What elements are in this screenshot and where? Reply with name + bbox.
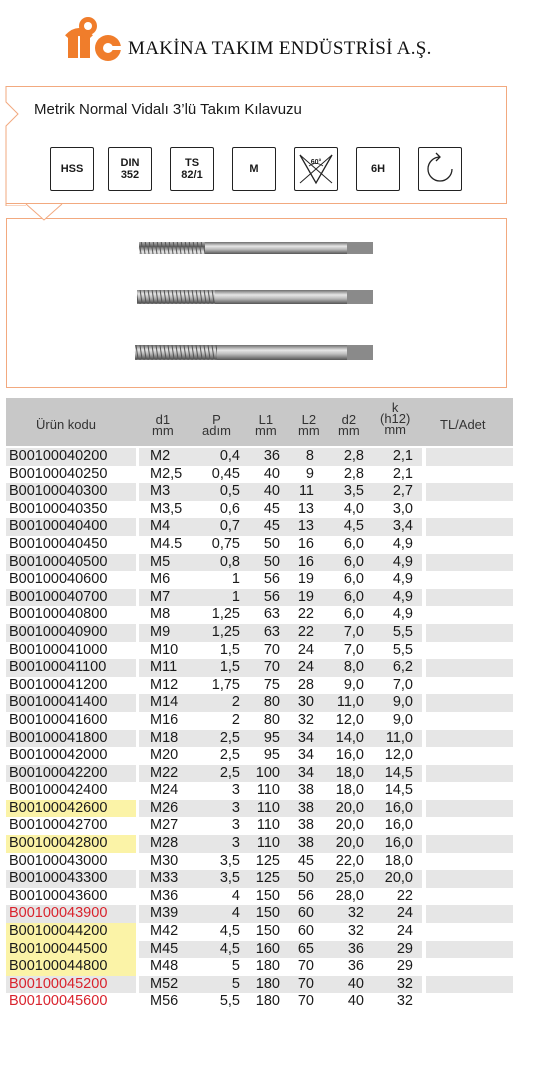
cell-d1: M45 (150, 940, 179, 957)
col-header-p: P adım (202, 412, 231, 438)
cell-l2: 56 (297, 887, 314, 904)
cell-d1: M11 (150, 659, 178, 676)
table-row (6, 518, 513, 536)
cell-d1: M20 (150, 747, 179, 764)
cell-d2: 32 (347, 905, 364, 922)
cell-l2: 34 (297, 729, 314, 746)
cell-pitch: 5 (231, 958, 240, 975)
cell-d2: 11,0 (336, 694, 364, 711)
cell-d2: 36 (347, 958, 364, 975)
spec-badge-text: TS (184, 157, 200, 169)
cell-d1: M12 (150, 676, 179, 693)
cell-l1: 80 (263, 711, 280, 728)
cell-d1: M3 (150, 483, 171, 500)
cell-pitch: 1 (231, 571, 240, 588)
cell-product-code: B00100041200 (9, 676, 108, 693)
table-row (6, 993, 513, 1011)
cell-d1: M52 (150, 975, 179, 992)
cell-pitch: 0,4 (219, 448, 240, 464)
cell-product-code: B00100043000 (9, 852, 108, 869)
tap-2-icon (135, 290, 373, 304)
cell-pitch: 1,5 (219, 641, 240, 658)
cell-l2: 19 (297, 588, 314, 605)
table-row (6, 747, 513, 765)
cell-d1: M36 (150, 887, 179, 904)
cell-d2: 20,0 (335, 835, 364, 852)
cell-l1: 70 (263, 659, 280, 676)
cell-d1: M27 (150, 817, 179, 834)
cell-product-code: B00100041400 (9, 694, 108, 711)
cell-l2: 50 (297, 870, 314, 887)
cell-k: 2,7 (392, 483, 413, 500)
cell-pitch: 3,5 (219, 870, 240, 887)
cell-k: 29 (396, 958, 413, 975)
cell-k: 9,0 (392, 711, 413, 728)
cell-l1: 56 (263, 571, 280, 588)
cell-d1: M9 (150, 623, 171, 640)
table-row (6, 730, 513, 748)
cell-l2: 16 (297, 553, 314, 570)
cell-l1: 63 (263, 623, 280, 640)
cell-pitch: 3 (231, 835, 240, 852)
cell-k: 6,2 (392, 659, 413, 676)
col-header-l2: L2 mm (298, 412, 320, 438)
table-row (6, 659, 513, 677)
cell-d1: M42 (150, 923, 179, 940)
cell-product-code: B00100040200 (9, 448, 108, 464)
cell-pitch: 3 (231, 817, 240, 834)
spec-badge (232, 147, 276, 191)
cell-d1: M5 (150, 553, 171, 570)
cell-pitch: 3,5 (219, 852, 240, 869)
cell-product-code: B00100040800 (9, 606, 108, 623)
table-header (6, 398, 513, 446)
cell-pitch: 0,75 (211, 535, 240, 552)
spec-badge-text: 82/1 (181, 169, 203, 181)
cell-d2: 12,0 (335, 711, 364, 728)
cell-l2: 60 (297, 905, 314, 922)
cell-l2: 13 (297, 500, 314, 517)
cell-pitch: 0,6 (219, 500, 240, 517)
cell-l2: 19 (297, 571, 314, 588)
cell-k: 14,5 (384, 764, 413, 781)
cell-d2: 3,5 (343, 483, 364, 500)
cell-l1: 180 (255, 975, 280, 992)
cell-d1: M3,5 (150, 500, 183, 517)
cell-d2: 16,0 (335, 747, 364, 764)
company-name: MAKİNA TAKIM ENDÜSTRİSİ A.Ş. (128, 38, 432, 59)
cell-pitch: 4,5 (219, 940, 240, 957)
cell-l1: 45 (263, 518, 280, 535)
cell-product-code: B00100044800 (9, 958, 108, 975)
cell-l2: 60 (297, 923, 314, 940)
cell-d1: M39 (150, 905, 179, 922)
cell-k: 7,0 (392, 676, 413, 693)
table-row (6, 536, 513, 554)
cell-k: 2,1 (392, 448, 413, 464)
cell-d2: 40 (347, 975, 364, 992)
page-header (0, 0, 536, 80)
table-row (6, 712, 513, 730)
product-photo-box (6, 218, 507, 388)
cell-l1: 95 (263, 729, 280, 746)
cell-l1: 150 (255, 905, 280, 922)
cell-d2: 36 (347, 940, 364, 957)
table-row (6, 817, 513, 835)
table-row (6, 589, 513, 607)
col-header-tl: TL/Adet (440, 417, 486, 432)
cell-k: 32 (396, 975, 413, 992)
cell-pitch: 0,45 (211, 465, 240, 482)
cell-product-code: B00100045600 (9, 993, 108, 1010)
table-row (6, 466, 513, 484)
cell-k: 20,0 (384, 870, 413, 887)
cell-d1: M30 (150, 852, 179, 869)
rotation-arrow-icon (418, 147, 462, 191)
cell-l1: 70 (263, 641, 280, 658)
cell-product-code: B00100040250 (9, 465, 108, 482)
col-header-d2: d2 mm (338, 412, 360, 438)
cell-k: 16,0 (384, 835, 413, 852)
cell-l2: 28 (297, 676, 314, 693)
table-row (6, 888, 513, 906)
cell-d2: 4,0 (343, 500, 364, 517)
cell-pitch: 5,5 (219, 993, 240, 1010)
tap-set-image (7, 219, 506, 387)
cell-pitch: 2,5 (219, 729, 240, 746)
table-row (6, 905, 513, 923)
cell-k: 4,9 (392, 535, 413, 552)
table-row (6, 800, 513, 818)
tap-3-icon (133, 345, 373, 360)
cell-pitch: 3 (231, 782, 240, 799)
cell-k: 32 (396, 993, 413, 1010)
cell-l1: 110 (256, 799, 280, 816)
cell-k: 11,0 (385, 729, 413, 746)
cell-product-code: B00100042000 (9, 747, 108, 764)
cell-d2: 32 (347, 923, 364, 940)
cell-l2: 45 (297, 852, 314, 869)
cell-l2: 38 (297, 835, 314, 852)
cell-pitch: 4 (231, 887, 240, 904)
spec-badge-text: DIN (120, 157, 140, 169)
table-row (6, 923, 513, 941)
cell-d1: M33 (150, 870, 179, 887)
cell-product-code: B00100040600 (9, 571, 108, 588)
cell-l2: 24 (297, 641, 314, 658)
cell-k: 18,0 (384, 852, 413, 869)
table-row (6, 765, 513, 783)
cell-product-code: B00100040450 (9, 535, 108, 552)
cell-l2: 30 (297, 694, 314, 711)
cell-pitch: 0,7 (219, 518, 240, 535)
table-row (6, 941, 513, 959)
table-row (6, 958, 513, 976)
cell-d2: 25,0 (335, 870, 364, 887)
table-row (6, 976, 513, 994)
cell-d2: 20,0 (335, 799, 364, 816)
cell-d1: M4 (150, 518, 171, 535)
cell-product-code: B00100042600 (9, 799, 108, 816)
cell-d2: 7,0 (343, 641, 364, 658)
col-header-d1: d1 mm (152, 412, 174, 438)
cell-d2: 6,0 (343, 588, 364, 605)
cell-d1: M24 (150, 782, 179, 799)
cell-d1: M14 (150, 694, 179, 711)
cell-d1: M7 (150, 588, 171, 605)
col-header-code: Ürün kodu (36, 417, 96, 432)
cell-pitch: 1,5 (219, 659, 240, 676)
cell-l2: 70 (297, 993, 314, 1010)
box-notch-decoration (24, 203, 64, 223)
cell-l2: 8 (305, 448, 314, 464)
cell-pitch: 0,8 (219, 553, 240, 570)
table-row (6, 694, 513, 712)
price-table-body (6, 448, 513, 1011)
cell-k: 5,5 (392, 641, 413, 658)
cell-l2: 70 (297, 975, 314, 992)
cell-pitch: 2,5 (219, 747, 240, 764)
cell-k: 16,0 (384, 817, 413, 834)
table-row (6, 782, 513, 800)
cell-d2: 18,0 (335, 782, 364, 799)
table-row (6, 853, 513, 871)
cell-d1: M56 (150, 993, 179, 1010)
cell-l2: 38 (297, 817, 314, 834)
cell-d2: 6,0 (343, 553, 364, 570)
cell-k: 3,4 (392, 518, 413, 535)
spec-badge-text: 352 (120, 169, 140, 181)
table-row (6, 571, 513, 589)
cell-pitch: 0,5 (219, 483, 240, 500)
cell-k: 12,0 (384, 747, 413, 764)
spec-badge (50, 147, 94, 191)
cell-pitch: 5 (231, 975, 240, 992)
cell-product-code: B00100042400 (9, 782, 108, 799)
cell-d1: M10 (150, 641, 179, 658)
cell-l1: 95 (263, 747, 280, 764)
cell-d1: M2,5 (150, 465, 183, 482)
cell-l1: 63 (263, 606, 280, 623)
cell-pitch: 1,25 (211, 623, 240, 640)
table-row (6, 501, 513, 519)
cell-d2: 40 (347, 993, 364, 1010)
cell-k: 4,9 (392, 606, 413, 623)
cell-product-code: B00100041600 (9, 711, 108, 728)
spec-badge-text: HSS (60, 163, 84, 175)
cell-l1: 125 (255, 852, 280, 869)
cell-k: 2,1 (392, 465, 413, 482)
cell-l1: 56 (263, 588, 280, 605)
table-row (6, 835, 513, 853)
cell-l2: 38 (297, 799, 314, 816)
cell-product-code: B00100040500 (9, 553, 108, 570)
cell-l1: 110 (256, 835, 280, 852)
table-row (6, 483, 513, 501)
cell-l1: 40 (263, 465, 280, 482)
company-logo-icon (64, 16, 122, 70)
cell-k: 29 (396, 940, 413, 957)
cell-l2: 70 (297, 958, 314, 975)
thread-angle-icon (294, 147, 338, 191)
cell-l1: 80 (263, 694, 280, 711)
cell-product-code: B00100041100 (9, 659, 107, 676)
cell-l1: 40 (263, 483, 280, 500)
cell-d2: 8,0 (343, 659, 364, 676)
spec-badge (356, 147, 400, 191)
cell-d2: 2,8 (343, 465, 364, 482)
table-row (6, 554, 513, 572)
cell-product-code: B00100040700 (9, 588, 108, 605)
cell-l2: 11 (298, 483, 314, 500)
cell-d1: M2 (150, 448, 171, 464)
cell-pitch: 1 (231, 588, 240, 605)
cell-k: 5,5 (392, 623, 413, 640)
cell-l1: 45 (263, 500, 280, 517)
table-row (6, 624, 513, 642)
cell-l2: 65 (297, 940, 314, 957)
table-row (6, 606, 513, 624)
cell-product-code: B00100043300 (9, 870, 108, 887)
cell-d1: M48 (150, 958, 179, 975)
cell-d2: 2,8 (343, 448, 364, 464)
cell-product-code: B00100044200 (9, 923, 108, 940)
cell-pitch: 1,25 (211, 606, 240, 623)
table-row (6, 642, 513, 660)
spec-badge (108, 147, 152, 191)
cell-l2: 32 (297, 711, 314, 728)
cell-d2: 6,0 (343, 571, 364, 588)
cell-k: 4,9 (392, 553, 413, 570)
spec-badge (170, 147, 214, 191)
cell-d2: 14,0 (335, 729, 364, 746)
cell-product-code: B00100042700 (9, 817, 108, 834)
table-row (6, 448, 513, 466)
cell-d2: 6,0 (343, 606, 364, 623)
cell-l2: 13 (297, 518, 314, 535)
cell-l1: 110 (256, 817, 280, 834)
cell-d1: M8 (150, 606, 171, 623)
cell-product-code: B00100045200 (9, 975, 108, 992)
cell-d2: 20,0 (335, 817, 364, 834)
cell-l1: 100 (255, 764, 280, 781)
cell-l1: 150 (255, 923, 280, 940)
cell-l2: 34 (297, 747, 314, 764)
cell-l1: 50 (263, 535, 280, 552)
cell-pitch: 1,75 (211, 676, 240, 693)
cell-pitch: 2 (231, 694, 240, 711)
cell-k: 3,0 (392, 500, 413, 517)
cell-product-code: B00100043600 (9, 887, 108, 904)
cell-product-code: B00100042200 (9, 764, 108, 781)
cell-product-code: B00100044500 (9, 940, 108, 957)
cell-l1: 125 (255, 870, 280, 887)
cell-d1: M16 (150, 711, 179, 728)
cell-pitch: 2 (231, 711, 240, 728)
cell-l2: 22 (297, 623, 314, 640)
cell-l1: 180 (255, 958, 280, 975)
cell-k: 14,5 (384, 782, 413, 799)
cell-l1: 50 (263, 553, 280, 570)
spec-angle-label: 60° (310, 159, 322, 166)
cell-k: 16,0 (384, 799, 413, 816)
cell-k: 4,9 (392, 571, 413, 588)
cell-pitch: 4,5 (219, 923, 240, 940)
cell-d2: 4,5 (343, 518, 364, 535)
cell-product-code: B00100042800 (9, 835, 108, 852)
cell-product-code: B00100040400 (9, 518, 108, 535)
cell-pitch: 3 (231, 799, 240, 816)
cell-l2: 16 (297, 535, 314, 552)
cell-l1: 36 (263, 448, 280, 464)
cell-l2: 22 (297, 606, 314, 623)
product-title: Metrik Normal Vidalı 3’lü Takım Kılavuzu (34, 101, 302, 118)
cell-product-code: B00100041800 (9, 729, 108, 746)
cell-l1: 160 (255, 940, 280, 957)
cell-l2: 38 (297, 782, 314, 799)
cell-l1: 150 (255, 887, 280, 904)
cell-product-code: B00100040300 (9, 483, 108, 500)
cell-l1: 75 (263, 676, 280, 693)
spec-badge-text: M (249, 163, 259, 175)
cell-l2: 24 (297, 659, 314, 676)
cell-d2: 28,0 (335, 887, 364, 904)
cell-product-code: B00100040350 (9, 500, 108, 517)
cell-l1: 110 (256, 782, 280, 799)
col-header-k: k (h12) mm (380, 400, 411, 437)
cell-k: 9,0 (392, 694, 413, 711)
col-header-l1: L1 mm (255, 412, 277, 438)
cell-l2: 34 (297, 764, 314, 781)
cell-d2: 6,0 (343, 535, 364, 552)
tap-1-icon (137, 242, 373, 254)
cell-d1: M22 (150, 764, 179, 781)
cell-d2: 9,0 (343, 676, 364, 693)
table-row (6, 677, 513, 695)
cell-product-code: B00100040900 (9, 623, 108, 640)
cell-d1: M18 (150, 729, 179, 746)
cell-k: 4,9 (392, 588, 413, 605)
cell-l1: 180 (255, 993, 280, 1010)
box-arrow-decoration (4, 86, 28, 206)
cell-d2: 22,0 (335, 852, 364, 869)
cell-k: 24 (396, 905, 413, 922)
cell-k: 24 (396, 923, 413, 940)
cell-product-code: B00100041000 (9, 641, 108, 658)
table-row (6, 870, 513, 888)
cell-d2: 7,0 (343, 623, 364, 640)
cell-d1: M28 (150, 835, 179, 852)
cell-l2: 9 (305, 465, 314, 482)
cell-pitch: 4 (231, 905, 240, 922)
spec-badge-text: 6H (370, 163, 386, 175)
cell-pitch: 2,5 (219, 764, 240, 781)
cell-d1: M26 (150, 799, 179, 816)
cell-d1: M4.5 (150, 535, 183, 552)
cell-k: 22 (396, 887, 413, 904)
cell-product-code: B00100043900 (9, 905, 108, 922)
cell-d2: 18,0 (335, 764, 364, 781)
cell-d1: M6 (150, 571, 171, 588)
